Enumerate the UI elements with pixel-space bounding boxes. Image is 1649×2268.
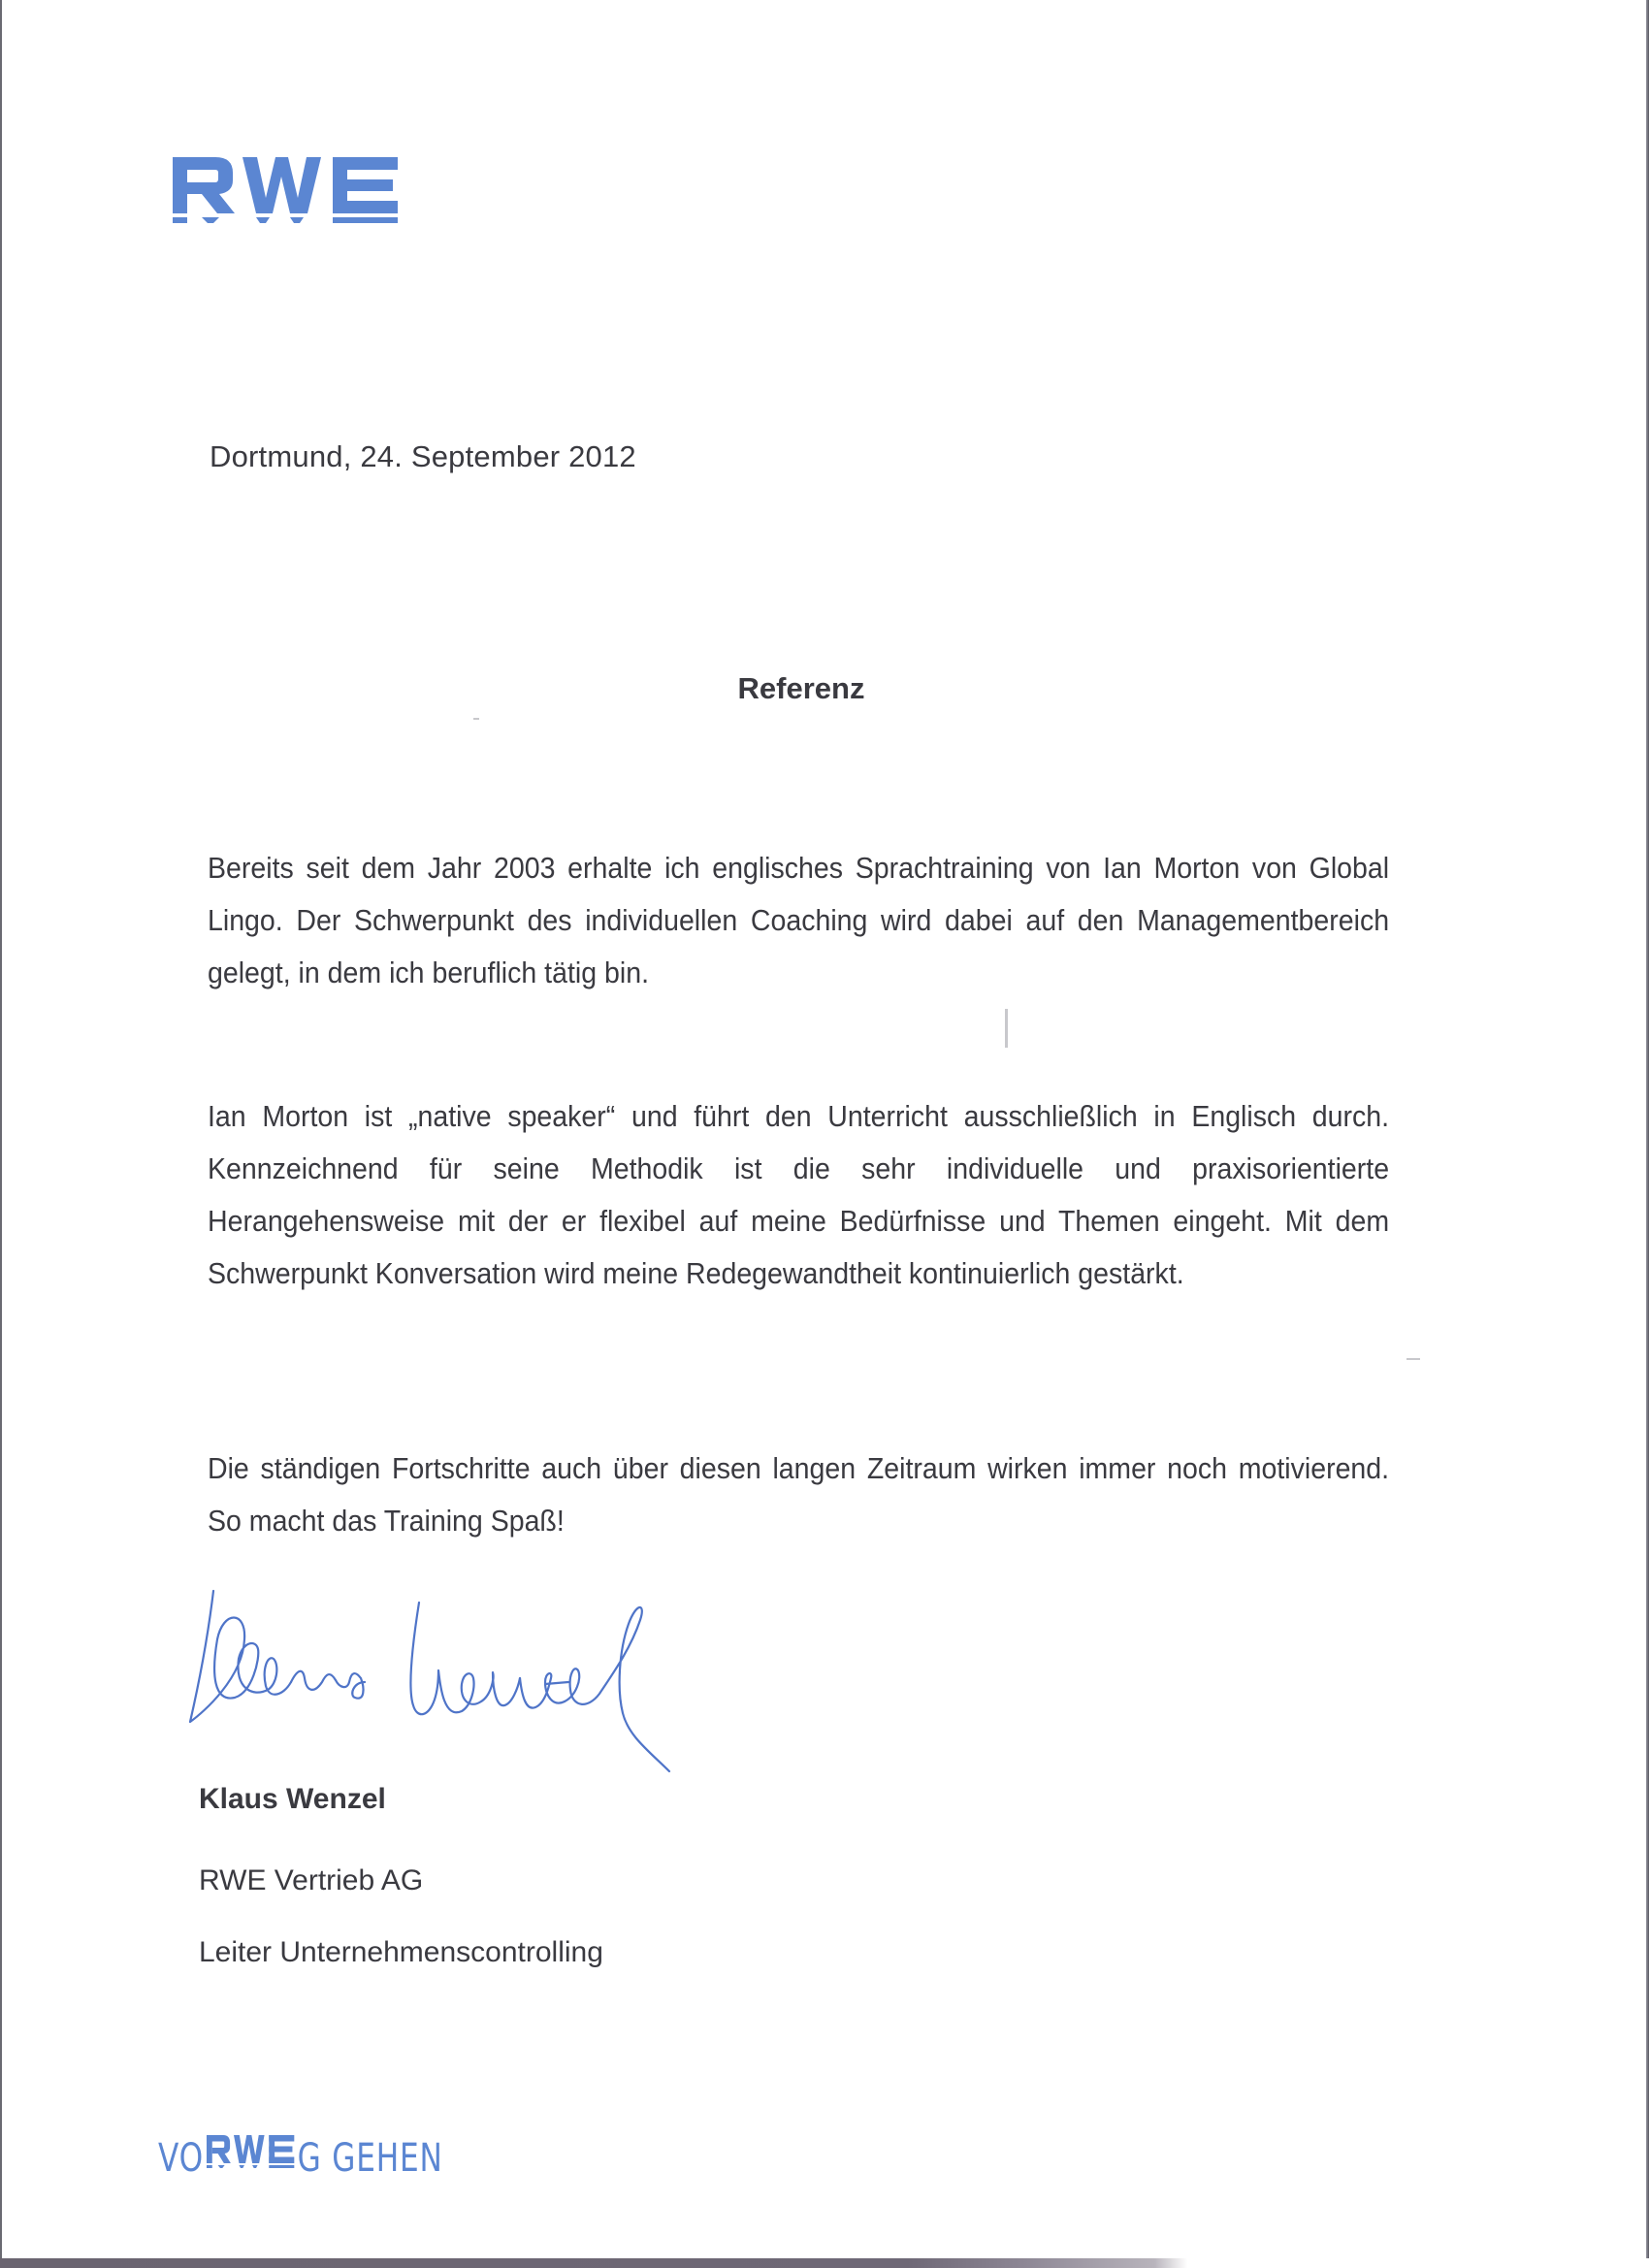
paragraph-text: Bereits seit dem Jahr 2003 erhalte ich englisches Sprachtraining von Ian Morton von Global Lingo. Der Schwerpunkt des individuellen Coaching wird dabei auf den Managementbereich gelegt, in dem ich beruflich tätig bin. [208,851,1390,989]
paragraph-text: Ian Morton ist „native speaker“ und führt den Unterricht ausschließlich in Englisch durch. Kennzeichnend für seine Methodik ist die sehr individuelle und praxisorientierte Herangehensweise mit der er flexibel auf meine Bedürfnisse und Themen eingeht. Mit dem Schwerpunkt Konversation wird meine Redegewandtheit kontinuierlich gestärkt. [208,1099,1390,1290]
slogan-suffix: G GEHEN [297,2136,443,2181]
signature-icon [184,1581,902,1785]
signatory-title: Leiter Unternehmenscontrolling [199,1936,603,1968]
signatory-name: Klaus Wenzel [199,1783,386,1815]
subject-heading: Referenz [737,671,865,705]
body-paragraph [208,1442,1389,1547]
signatory-company: RWE Vertrieb AG [199,1864,424,1896]
handwritten-signature [184,1581,902,1790]
slogan-rwe-logo [207,2132,294,2181]
date-line: Dortmund, 24. September 2012 [210,439,636,473]
body-paragraph [208,842,1389,999]
scan-speck [1005,1009,1008,1048]
scan-edge-left [0,0,2,2268]
rwe-logo-icon [173,155,398,225]
paragraph-text: Die ständigen Fortschritte auch über diesen langen Zeitraum wirken immer noch motivierend. So macht das Training Spaß! [208,1451,1390,1538]
scan-speck [1406,1358,1420,1360]
footer-slogan [158,2132,443,2181]
slogan-prefix: VO [158,2136,204,2181]
rwe-small-logo-icon [207,2132,294,2171]
scan-edge-bottom [0,2258,1649,2268]
body-paragraph [208,1090,1389,1300]
rwe-logo [173,155,398,230]
scan-speck [473,718,479,720]
